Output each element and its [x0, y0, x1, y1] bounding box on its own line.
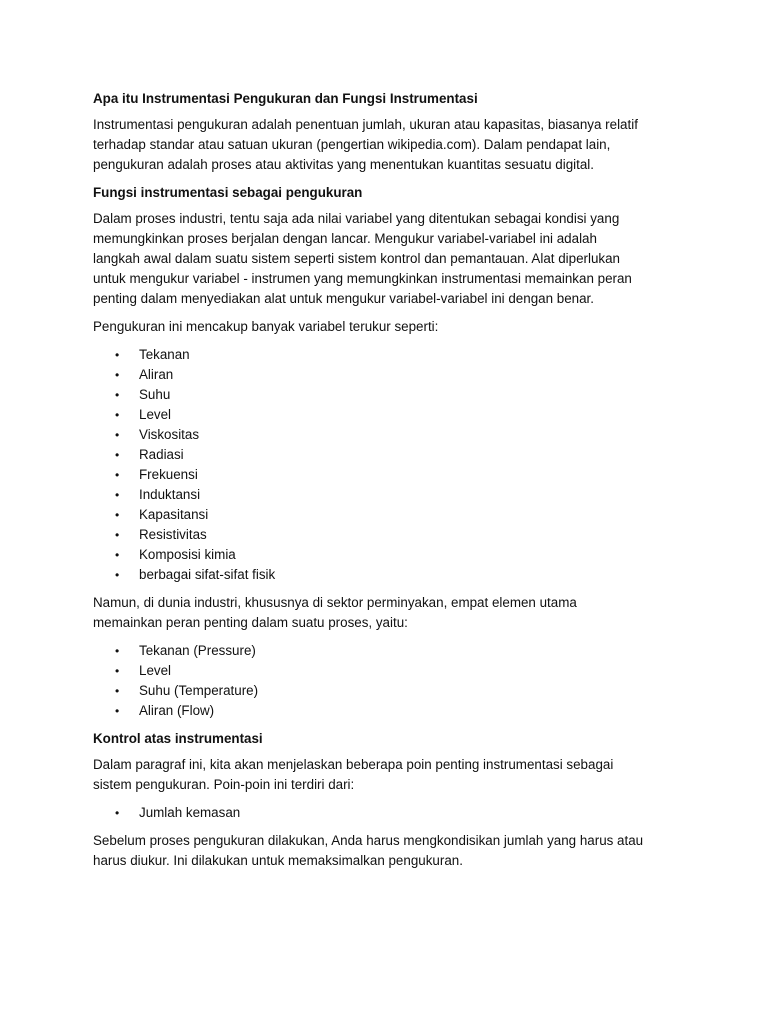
list-item-text: Suhu — [139, 387, 171, 402]
bullet-icon: • — [115, 806, 120, 820]
list-item — [93, 803, 683, 823]
list-item — [93, 405, 683, 425]
paragraph-line: memainkan peran penting dalam suatu proses, yaitu: — [93, 615, 408, 630]
list-item-text: Jumlah kemasan — [139, 805, 241, 820]
bullet-icon: • — [115, 348, 120, 362]
paragraph-line: pengukuran adalah proses atau aktivitas yang menentukan kuantitas sesuatu digital. — [93, 157, 594, 172]
paragraph-line: Dalam proses industri, tentu saja ada nilai variabel yang ditentukan sebagai kondisi yang — [93, 211, 620, 226]
section-heading: Fungsi instrumentasi sebagai pengukuran — [93, 185, 363, 200]
paragraph — [93, 593, 683, 633]
bullet-icon: • — [115, 704, 120, 718]
paragraph-line: harus diukur. Ini dilakukan untuk memaksimalkan pengukuran. — [93, 853, 463, 868]
paragraph-line: langkah awal dalam suatu sistem seperti sistem kontrol dan pemantauan. Alat diperlukan — [93, 251, 620, 266]
paragraph-line: penting dalam menyediakan alat untuk mengukur variabel-variabel ini dengan benar. — [93, 291, 594, 306]
bullet-icon: • — [115, 488, 120, 502]
bullet-icon: • — [115, 684, 120, 698]
document-body — [93, 89, 683, 879]
paragraph — [93, 317, 683, 337]
bullet-list — [93, 803, 683, 823]
bullet-icon: • — [115, 388, 120, 402]
list-item-text: Frekuensi — [139, 467, 198, 482]
list-item — [93, 565, 683, 585]
list-item-text: Level — [139, 407, 172, 422]
section-heading: Kontrol atas instrumentasi — [93, 731, 263, 746]
list-item-text: Aliran (Flow) — [139, 703, 215, 718]
list-item — [93, 661, 683, 681]
paragraph-line: Namun, di dunia industri, khususnya di sektor perminyakan, empat elemen utama — [93, 595, 577, 610]
list-item-text: Viskositas — [139, 427, 200, 442]
paragraph-line: Instrumentasi pengukuran adalah penentuan jumlah, ukuran atau kapasitas, biasanya relatif — [93, 117, 638, 132]
list-item-text: Radiasi — [139, 447, 184, 462]
paragraph — [93, 831, 683, 871]
paragraph-line: Dalam paragraf ini, kita akan menjelaskan beberapa poin penting instrumentasi sebagai — [93, 757, 614, 772]
list-item-text: Suhu (Temperature) — [139, 683, 259, 698]
paragraph-line: memungkinkan proses berjalan dengan lancar. Mengukur variabel-variabel ini adalah — [93, 231, 597, 246]
bullet-icon: • — [115, 528, 120, 542]
paragraph — [93, 115, 683, 175]
list-item-text: Tekanan — [139, 347, 190, 362]
bullet-icon: • — [115, 448, 120, 462]
list-item-text: Resistivitas — [139, 527, 207, 542]
list-item-text: Kapasitansi — [139, 507, 209, 522]
bullet-icon: • — [115, 428, 120, 442]
paragraph-line: Pengukuran ini mencakup banyak variabel terukur seperti: — [93, 319, 439, 334]
list-item — [93, 445, 683, 465]
list-item — [93, 465, 683, 485]
bullet-icon: • — [115, 468, 120, 482]
list-item — [93, 641, 683, 661]
bullet-icon: • — [115, 548, 120, 562]
list-item — [93, 345, 683, 365]
list-item — [93, 425, 683, 445]
list-item — [93, 545, 683, 565]
list-item-text: Induktansi — [139, 487, 201, 502]
bullet-list — [93, 345, 683, 585]
bullet-icon: • — [115, 408, 120, 422]
list-item-text: Aliran — [139, 367, 174, 382]
bullet-list — [93, 641, 683, 721]
paragraph-line: Sebelum proses pengukuran dilakukan, Anda harus mengkondisikan jumlah yang harus atau — [93, 833, 644, 848]
list-item — [93, 701, 683, 721]
list-item-text: Level — [139, 663, 172, 678]
bullet-icon: • — [115, 568, 120, 582]
bullet-icon: • — [115, 368, 120, 382]
bullet-icon: • — [115, 644, 120, 658]
list-item-text: berbagai sifat-sifat fisik — [139, 567, 276, 582]
list-item — [93, 385, 683, 405]
paragraph — [93, 209, 683, 309]
list-item — [93, 505, 683, 525]
paragraph — [93, 755, 683, 795]
list-item — [93, 525, 683, 545]
paragraph-line: untuk mengukur variabel - instrumen yang memungkinkan instrumentasi memainkan peran — [93, 271, 632, 286]
list-item — [93, 365, 683, 385]
bullet-icon: • — [115, 664, 120, 678]
paragraph-line: terhadap standar atau satuan ukuran (pengertian wikipedia.com). Dalam pendapat lain, — [93, 137, 611, 152]
list-item — [93, 681, 683, 701]
list-item-text: Komposisi kimia — [139, 547, 236, 562]
section-heading: Apa itu Instrumentasi Pengukuran dan Fungsi Instrumentasi — [93, 91, 478, 106]
bullet-icon: • — [115, 508, 120, 522]
list-item-text: Tekanan (Pressure) — [139, 643, 256, 658]
paragraph-line: sistem pengukuran. Poin-poin ini terdiri dari: — [93, 777, 355, 792]
list-item — [93, 485, 683, 505]
